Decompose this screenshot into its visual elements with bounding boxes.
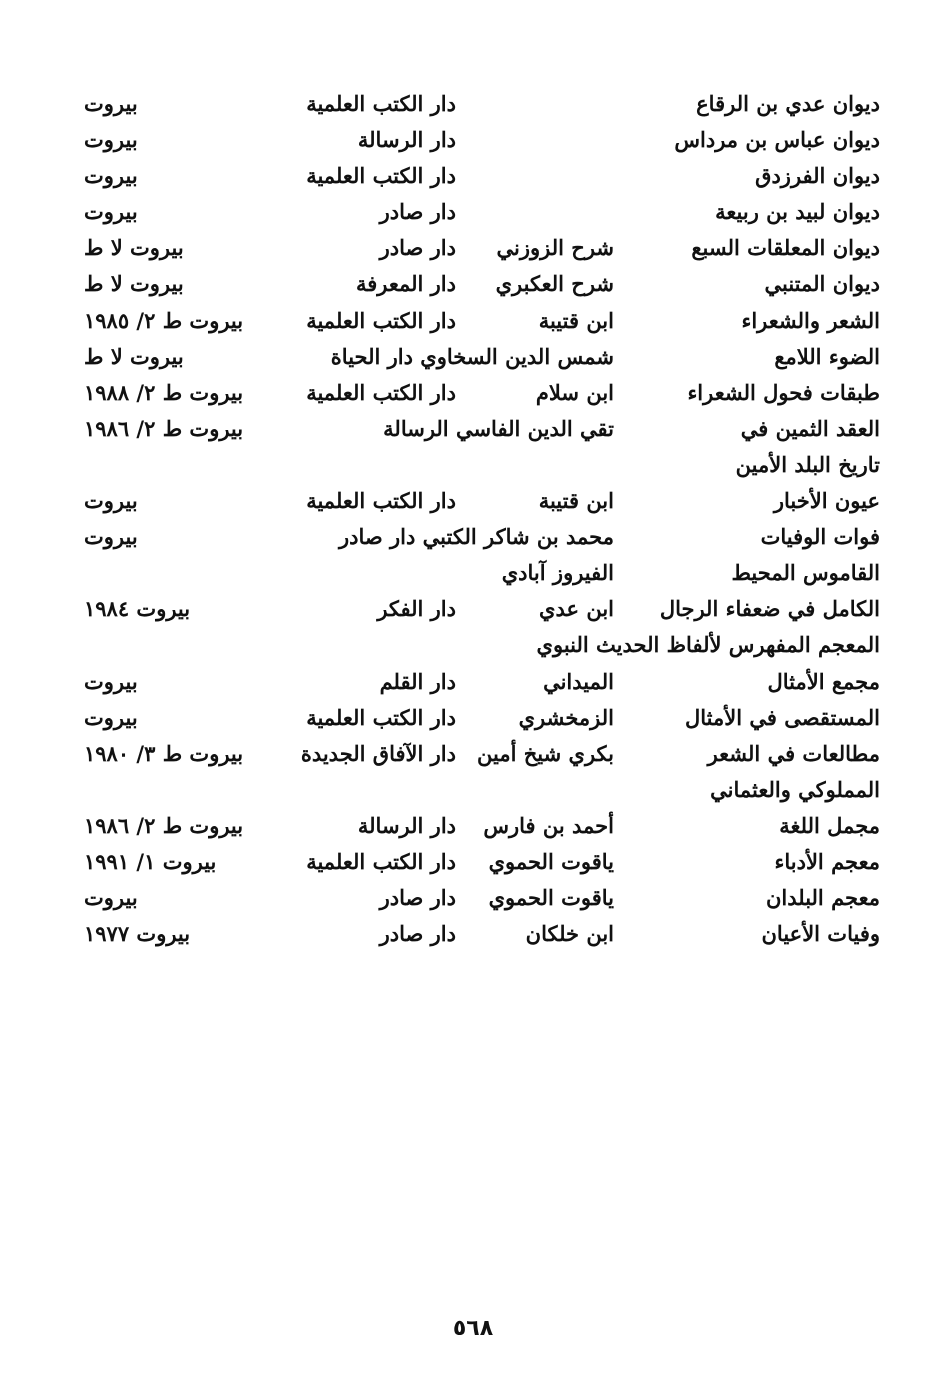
bibliography-entry: [80, 519, 886, 555]
bibliography-entry: [80, 808, 886, 844]
entry-publisher: دار الكتب العلمية: [306, 91, 456, 116]
entry-author: بكري شيخ أمين: [477, 740, 614, 766]
entry-title: معجم الأدباء: [774, 848, 880, 874]
bibliography-entry: [80, 664, 886, 700]
entry-publisher: دار الفكر: [377, 596, 456, 622]
bibliography-entry: [80, 844, 886, 880]
entry-title: ديوان الفرزدق: [755, 163, 880, 189]
entry-author: أحمد بن فارس: [483, 812, 614, 838]
entry-author: ابن قتيبة: [538, 307, 614, 333]
entry-place: بيروت لا ط: [84, 271, 184, 297]
bibliography-entry: [80, 158, 886, 194]
entry-title: الضوء اللامع: [774, 343, 880, 369]
bibliography-list: [80, 86, 886, 952]
entry-title: الكامل في ضعفاء الرجال: [659, 596, 880, 622]
entry-title: المملوكي والعثماني: [710, 776, 880, 802]
bibliography-entry: [80, 627, 886, 663]
entry-place: بيروت ١٩٨٤: [84, 596, 191, 622]
entry-title: العقد الثمين في: [740, 415, 880, 441]
entry-place: بيروت: [84, 524, 138, 550]
bibliography-entry: [80, 194, 886, 230]
entry-author: شمس الدين السخاوي دار الحياة: [330, 343, 614, 369]
entry-title: ديوان المعلقات السبع: [691, 235, 880, 261]
entry-publisher: دار الكتب العلمية: [306, 488, 456, 514]
entry-publisher: دار الرسالة: [357, 127, 456, 153]
bibliography-entry: [80, 555, 886, 591]
entry-place: بيروت: [84, 199, 138, 225]
entry-title: القاموس المحيط: [731, 560, 880, 586]
entry-title: المعجم المفهرس لألفاظ الحديث النبوي: [536, 632, 880, 658]
entry-title: المستقصى في الأمثال: [685, 704, 880, 730]
entry-place: بيروت ١٩٧٧: [84, 921, 191, 947]
entry-place: بيروت ط ٢/ ١٩٨٦: [84, 415, 244, 441]
entry-publisher: دار صادر: [379, 199, 456, 225]
bibliography-entry: [80, 339, 886, 375]
entry-author: ياقوت الحموي: [488, 848, 614, 874]
entry-author: ابن خلكان: [525, 921, 614, 947]
entry-place: بيروت ١/ ١٩٩١: [84, 848, 217, 874]
entry-place: بيروت: [84, 163, 138, 189]
entry-place: بيروت: [84, 668, 138, 694]
entry-place: بيروت ط ٢/ ١٩٨٨: [84, 379, 244, 405]
bibliography-entry: [80, 86, 886, 122]
entry-title: فوات الوفيات: [760, 524, 880, 550]
entry-title: ديوان المتنبي: [764, 271, 880, 297]
entry-title: مطالعات في الشعر: [707, 740, 880, 766]
entry-title: معجم البلدان: [765, 885, 880, 911]
entry-publisher: دار الكتب العلمية: [306, 379, 456, 405]
entry-publisher: دار الكتب العلمية: [306, 307, 456, 333]
entry-publisher: دار الكتب العلمية: [306, 163, 456, 189]
entry-author: ابن سلام: [535, 379, 614, 405]
entry-author: شرح الزوزني: [496, 235, 614, 261]
entry-publisher: دار صادر: [379, 921, 456, 947]
entry-place: بيروت ط ٢/ ١٩٨٥: [84, 307, 244, 333]
entry-place: بيروت: [84, 91, 138, 116]
entry-place: بيروت ط ٣/ ١٩٨٠: [84, 740, 244, 766]
bibliography-entry: [80, 375, 886, 411]
entry-title: مجمل اللغة: [779, 812, 880, 838]
bibliography-entry: [80, 916, 886, 952]
page-number: ٥٦٨: [452, 1316, 494, 1341]
entry-author: الفيروز آبادي: [501, 560, 614, 586]
entry-title: عيون الأخبار: [773, 488, 880, 514]
entry-author: الميداني: [543, 668, 614, 694]
entry-publisher: دار الرسالة: [357, 812, 456, 838]
entry-title: وفيات الأعيان: [761, 921, 880, 947]
bibliography-entry: [80, 411, 886, 447]
bibliography-entry: [80, 230, 886, 266]
entry-publisher: دار صادر: [379, 885, 456, 911]
entry-place: بيروت: [84, 885, 138, 911]
bibliography-entry: [80, 266, 886, 302]
bibliography-entry: [80, 772, 886, 808]
entry-place: بيروت: [84, 488, 138, 514]
entry-author: ابن قتيبة: [538, 488, 614, 514]
entry-title: طبقات فحول الشعراء: [687, 379, 880, 405]
entry-place: بيروت لا ط: [84, 343, 184, 369]
entry-author: شرح العكبري: [495, 271, 614, 297]
entry-publisher: دار الكتب العلمية: [306, 848, 456, 874]
entry-author: محمد بن شاكر الكتبي دار صادر: [339, 524, 614, 550]
entry-place: بيروت: [84, 704, 138, 730]
entry-author: الزمخشري: [518, 704, 614, 730]
entry-place: بيروت: [84, 127, 138, 153]
entry-title: مجمع الأمثال: [767, 668, 880, 694]
bibliography-entry: [80, 483, 886, 519]
entry-publisher: دار صادر: [379, 235, 456, 261]
bibliography-entry: [80, 591, 886, 627]
entry-publisher: دار القلم: [379, 668, 456, 694]
entry-place: بيروت ط ٢/ ١٩٨٦: [84, 812, 244, 838]
entry-title: ديوان لبيد بن ربيعة: [715, 199, 880, 225]
bibliography-entry: [80, 303, 886, 339]
entry-title: الشعر والشعراء: [741, 307, 880, 333]
entry-title: تاريخ البلد الأمين: [735, 451, 880, 477]
entry-author: تقي الدين الفاسي الرسالة: [383, 415, 614, 441]
bibliography-entry: [80, 880, 886, 916]
bibliography-entry: [80, 447, 886, 483]
bibliography-entry: [80, 736, 886, 772]
entry-publisher: دار الآفاق الجديدة: [300, 740, 456, 766]
bibliography-entry: [80, 700, 886, 736]
entry-author: ابن عدي: [539, 596, 614, 622]
entry-place: بيروت لا ط: [84, 235, 184, 261]
entry-title: ديوان عباس بن مرداس: [674, 127, 880, 153]
entry-author: ياقوت الحموي: [488, 885, 614, 911]
bibliography-entry: [80, 122, 886, 158]
entry-title: ديوان عدي بن الرقاع: [696, 91, 880, 116]
entry-publisher: دار الكتب العلمية: [306, 704, 456, 730]
entry-publisher: دار المعرفة: [355, 271, 456, 297]
